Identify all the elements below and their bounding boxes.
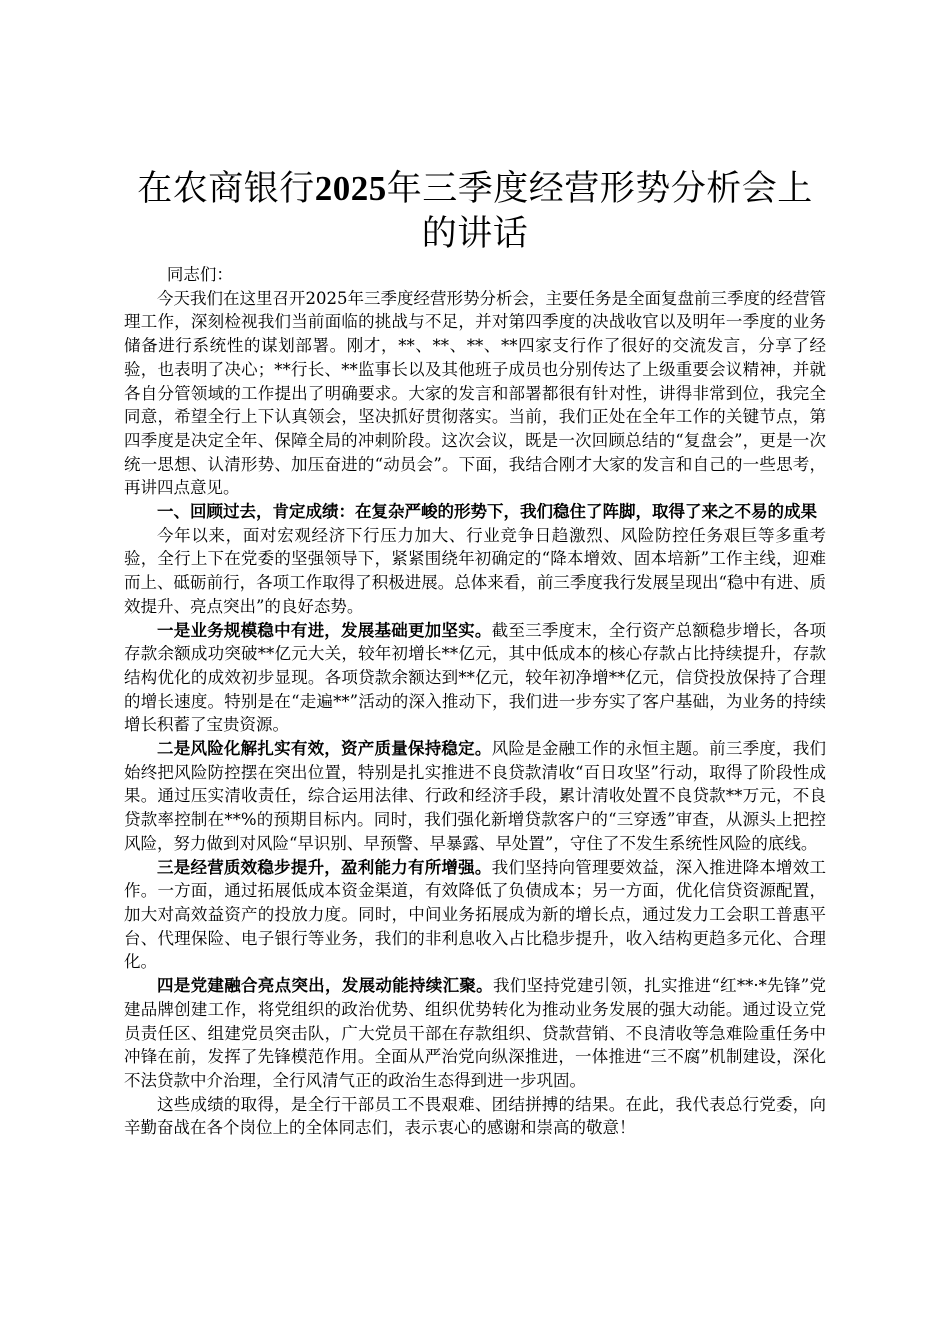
point-2-paragraph (124, 737, 826, 856)
point-1-lead: 一是业务规模稳中有进，发展基础更加坚实。 (157, 620, 492, 640)
point-4-lead: 四是党建融合亮点突出，发展动能持续汇聚。 (157, 976, 493, 996)
section-heading-1: 一、回顾过去，肯定成绩：在复杂严峻的形势下，我们稳住了阵脚，取得了来之不易的成果 (157, 502, 817, 522)
section1-intro-paragraph: 今年以来，面对宏观经济下行压力加大、行业竞争日趋激烈、风险防控任务艰巨等多重考验，全行上下在党委的坚强领导下，紧紧围绕年初确定的“降本增效、固本培新”工作主线，迎难而上、砥砺前行，各项工作取得了积极进展。总体来看，前三季度我行发展呈现出“稳中有进、质效提升、亮点突出”的良好态势。 (124, 525, 826, 616)
point-1-paragraph (124, 619, 826, 738)
point-2-body: 风险是金融工作的永恒主题。前三季度，我们始终把风险防控摆在突出位置，特别是扎实推进不良贷款清收“百日攻坚”行动，取得了阶段性成果。通过压实清收责任，综合运用法律、行政和经济手段，累计清收处置不良贷款**万元，不良贷款率控制在**%的预期目标内。同时，我们强化新增贷款客户的“三穿透”审查，从源头上把控风险，努力做到对风险“早识别、早预警、早暴露、早处置”，守住了不发生系统性风险的底线。 (124, 739, 827, 853)
point-3-body: 我们坚持向管理要效益，深入推进降本增效工作。一方面，通过拓展低成本资金渠道，有效降低了负债成本；另一方面，优化信贷资源配置，加大对高效益资产的投放力度。同时，中间业务拓展成为新的增长点，通过发力工会职工普惠平台、代理保险、电子银行等业务，我们的非利息收入占比稳步提升，收入结构更趋多元化、合理化。 (124, 857, 827, 972)
document-title (124, 166, 826, 257)
point-3-paragraph (124, 856, 826, 975)
point-3-lead: 三是经营质效稳步提升，盈利能力有所增强。 (157, 857, 492, 877)
title-suffix: 年三季度经营形势分析会上的讲话 (386, 169, 813, 254)
point-4-body: 我们坚持党建引领，扎实推进“红**·*先锋”党建品牌创建工作，将党组织的政治优势、组织优势转化为推动业务发展的强大动能。通过设立党员责任区、组建党员突击队，广大党员干部在存款组织、贷款营销、不良清收等急难险重任务中冲锋在前，发挥了先锋模范作用。全面从严治党向纵深推进，一体推进“三不腐”机制建设，深化不法贷款中介治理，全行风清气正的政治生态得到进一步巩固。 (124, 976, 826, 1090)
title-prefix: 在农商银行 (137, 169, 315, 209)
salutation: 同志们： (166, 265, 233, 284)
point-4-paragraph (124, 974, 826, 1093)
closing-paragraph: 这些成绩的取得，是全行干部员工不畏艰难、团结拼搏的结果。在此，我代表总行党委，向辛勤奋战在各个岗位上的全体同志们，表示衷心的感谢和崇高的敬意！ (124, 1094, 826, 1138)
intro-paragraph: 今天我们在这里召开2025年三季度经营形势分析会，主要任务是全面复盘前三季度的经营管理工作，深刻检视我们当前面临的挑战与不足，并对第四季度的决战收官以及明年一季度的业务储备进行系统性的谋划部署。刚才，**、**、**、**四家支行作了很好的交流发言，分享了经验，也表明了决心；**行长、**监事长以及其他班子成员也分别传达了上级重要会议精神，并就各自分管领域的工作提出了明确要求。大家的发言和部署都很有针对性，讲得非常到位，我完全同意，希望全行上下认真领会，坚决抓好贯彻落实。当前，我们正处在全年工作的关键节点，第四季度是决定全年、保障全局的冲刺阶段。这次会议，既是一次回顾总结的“复盘会”，更是一次统一思想、认清形势、加压奋进的“动员会”。下面，我结合刚才大家的发言和自己的一些思考，再讲四点意见。 (124, 288, 826, 498)
point-1-body: 截至三季度末，全行资产总额稳步增长，各项存款余额成功突破**亿元大关，较年初增长**亿元，其中低成本的核心存款占比持续提升，存款结构优化的成效初步显现。各项贷款余额达到**亿元，较年初净增**亿元，信贷投放保持了合理的增长速度。特别是在“走遍**”活动的深入推动下，我们进一步夯实了客户基础，为业务的持续增长积蓄了宝贵资源。 (124, 620, 827, 735)
document-page (124, 166, 826, 1140)
point-2-lead: 二是风险化解扎实有效，资产质量保持稳定。 (157, 739, 492, 759)
title-year: 2025 (314, 169, 387, 208)
